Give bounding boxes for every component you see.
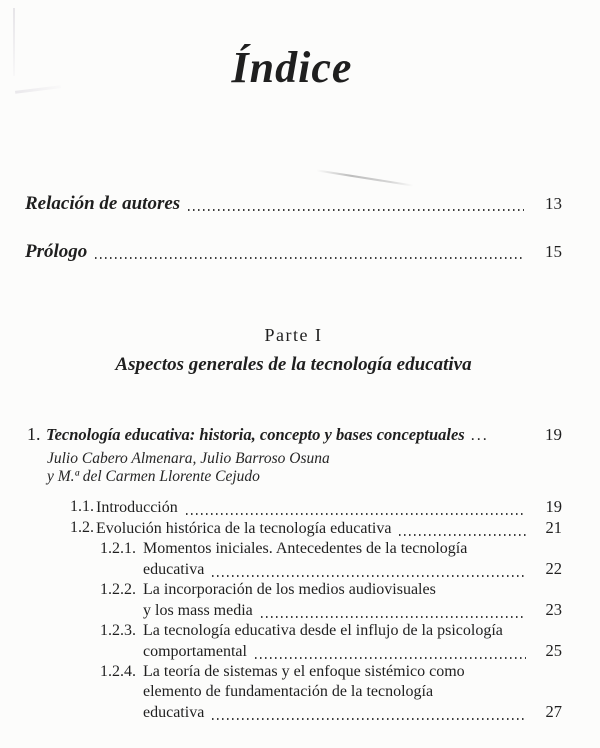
entry-page-number: 23 <box>545 600 562 619</box>
chapter-number: 1. <box>27 424 41 444</box>
entry-page-number: 19 <box>545 425 562 444</box>
section-line <box>96 497 562 518</box>
chapter-1-block <box>27 424 562 723</box>
section-number: 1.2. <box>70 519 94 536</box>
dot-leader <box>399 534 526 536</box>
section-number: 1.1. <box>70 498 94 515</box>
page-title: Índice <box>231 43 353 93</box>
chapter-authors <box>27 450 562 485</box>
section-number: 1.2.2. <box>100 581 136 598</box>
entry-page-number: 15 <box>545 242 562 261</box>
toc-entry-1-2 <box>27 518 562 539</box>
section-line <box>96 518 562 539</box>
section-number: 1.2.1. <box>100 540 136 557</box>
part-label: Parte I <box>264 325 323 345</box>
section-number: 1.2.3. <box>100 622 136 639</box>
section-body <box>143 539 562 580</box>
section-body <box>143 621 562 662</box>
section-text: elemento de fundamentación de la tecnología <box>143 683 434 700</box>
toc-entry-relacion-de-autores <box>25 193 562 215</box>
section-line <box>143 621 562 641</box>
section-line <box>143 580 562 600</box>
part-title: Aspectos generales de la tecnología educativa <box>115 354 472 375</box>
entry-page-number: 25 <box>545 641 562 660</box>
section-line <box>143 662 562 682</box>
section-text: La tecnología educativa desde el influjo de la psicología <box>143 622 503 639</box>
author-line: y M.ª del Carmen Llorente Cejudo <box>47 467 260 485</box>
section-line <box>143 600 562 621</box>
toc-entry-1-2-1 <box>27 539 562 580</box>
entry-page-number: 27 <box>545 702 562 721</box>
dot-leader <box>212 575 526 577</box>
scan-artifact <box>316 169 413 186</box>
dot-leader <box>212 718 526 720</box>
entry-page-number: 21 <box>545 518 562 537</box>
section-number: 1.2.4. <box>100 663 136 680</box>
toc-entry-1-2-2 <box>27 580 562 621</box>
section-body <box>143 580 562 621</box>
section-text: educativa <box>143 704 205 721</box>
section-line <box>143 682 562 702</box>
entry-label: Relación de autores <box>25 193 181 214</box>
chapter-title: Tecnología educativa: historia, concepto y bases conceptuales <box>46 425 465 444</box>
dot-leader-short: ... <box>470 427 489 444</box>
section-text: educativa <box>143 561 205 578</box>
section-line <box>143 702 562 723</box>
dot-leader <box>186 513 526 515</box>
section-text: La incorporación de los medios audiovisuales <box>143 581 436 598</box>
section-body <box>96 497 562 518</box>
toc-entry-1-2-4 <box>27 662 562 723</box>
section-body <box>143 662 562 723</box>
author-line: Julio Cabero Almenara, Julio Barroso Osuna <box>47 450 330 467</box>
section-text: comportamental <box>143 643 247 660</box>
chapter-sections <box>27 497 562 723</box>
section-line <box>143 641 562 662</box>
dot-leader <box>255 657 526 659</box>
toc-entry-prologo <box>25 241 562 263</box>
section-text: Momentos iniciales. Antecedentes de la tecnología <box>143 540 468 557</box>
entry-page-number: 13 <box>545 194 562 213</box>
entry-page-number: 19 <box>545 497 562 516</box>
section-body <box>96 518 562 539</box>
toc-entry-chapter-1 <box>27 424 562 446</box>
section-text: Evolución histórica de la tecnología educativa <box>96 520 392 537</box>
dot-leader <box>261 616 526 618</box>
front-matter-entries <box>25 193 562 263</box>
section-line <box>143 559 562 580</box>
section-text: y los mass media <box>143 602 253 619</box>
entry-page-number: 22 <box>545 559 562 578</box>
toc-entry-1-1 <box>27 497 562 518</box>
dot-leader <box>95 257 524 259</box>
section-text: La teoría de sistemas y el enfoque sistémico como <box>143 663 465 680</box>
section-line <box>143 539 562 559</box>
part-heading <box>25 325 562 376</box>
section-text: Introducción <box>96 499 178 516</box>
dot-leader <box>188 209 524 211</box>
toc-entry-1-2-3 <box>27 621 562 662</box>
entry-label: Prólogo <box>25 241 88 262</box>
